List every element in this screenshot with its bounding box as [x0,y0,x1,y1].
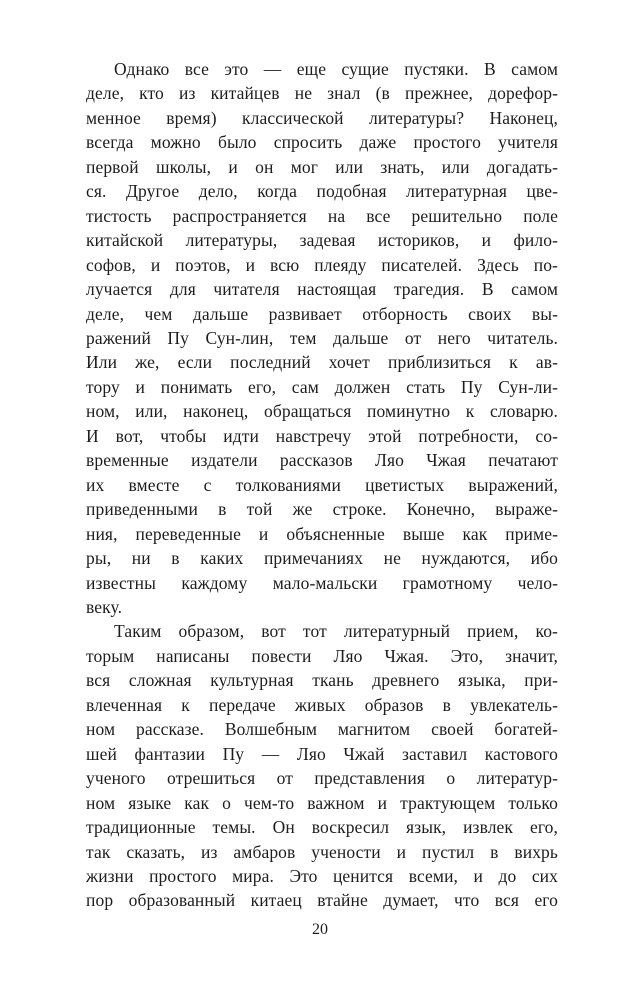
page-text [86,57,558,913]
text-line: влеченная к передаче живых образов в увлекатель- [86,694,558,715]
text-line: известны каждому мало-мальски грамотному чело- [86,572,558,593]
text-line: традиционные темы. Он воскресил язык, извлек его, [86,817,558,838]
text-line: тистость распространяется на все решительно поле [86,205,558,226]
text-line: веку. [86,596,123,617]
text-line: торым написаны повести Ляо Чжая. Это, значит, [86,645,558,666]
text-line: ры, ни в каких примечаниях не нуждаются, ибо [86,548,558,569]
text-line: деле, чем дальше развивает отборность своих вы- [86,303,558,324]
text-line: тору и понимать его, сам должен стать Пу Сун-ли- [86,376,558,397]
text-line: ния, переведенные и объясненные выше как приме- [86,523,558,544]
text-line: ном, или, наконец, обращаться поминутно к словарю. [86,401,558,422]
text-line: первой школы, и он мог или знать, или догадать- [86,156,558,177]
text-line: И вот, чтобы идти навстречу этой потребности, со- [86,425,558,446]
text-line: Однако все это — еще сущие пустяки. В самом [114,59,558,79]
paragraph-1 [86,57,558,619]
text-line: их вместе с толкованиями цветистых выражений, [86,474,558,495]
text-line: жизни простого мира. Это ценится всеми, и до сих [86,865,558,886]
text-line: ном рассказе. Волшебным магнитом своей богатей- [86,719,558,740]
paragraph-2 [86,619,558,912]
text-line: менное время) классической литературы? Наконец, [86,107,558,128]
text-line: лучается для читателя настоящая трагедия. В самом [86,279,558,300]
text-line: так сказать, из амбаров учености и пустил в вихрь [86,841,558,862]
page-number: 20 [312,921,328,938]
text-line: ся. Другое дело, когда подобная литературная цве- [86,181,558,202]
text-line: пор образованный китаец втайне думает, что вся его [86,890,558,911]
text-line: софов, и поэтов, и всю плеяду писателей. Здесь по- [86,254,558,275]
text-line: приведенными в той же строке. Конечно, выраже- [86,499,558,520]
text-line: ражений Пу Сун-лин, тем дальше от него читатель. [86,327,558,348]
text-line: Или же, если последний хочет приблизиться к ав- [86,352,558,373]
text-line: Таким образом, вот тот литературный прием, ко- [114,621,558,642]
text-line: шей фантазии Пу — Ляо Чжай заставил кастового [86,743,558,764]
text-line: временные издатели рассказов Ляо Чжая печатают [86,450,558,471]
text-line: ном языке как о чем-то важном и трактующем только [86,792,558,813]
text-line: китайской литературы, задевая историков, и фило- [86,230,558,251]
text-line: вся сложная культурная ткань древнего языка, при- [86,670,558,691]
text-line: деле, кто из китайцев не знал (в прежнее, дорефор- [86,83,558,104]
text-line: ученого отрешиться от представления о литератур- [86,768,558,789]
text-line: всегда можно было спросить даже простого учителя [86,132,558,153]
